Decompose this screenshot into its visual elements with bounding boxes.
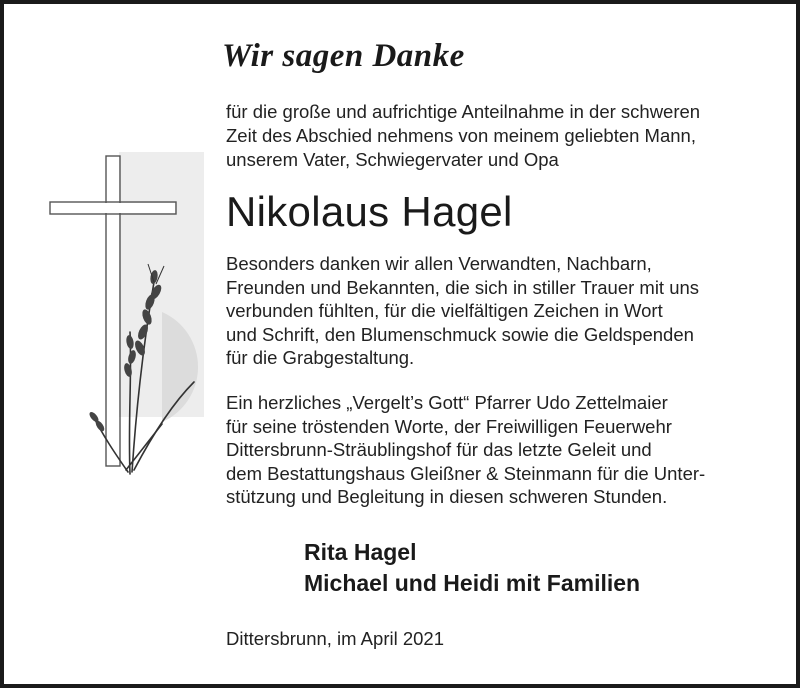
intro-line: Zeit des Abschied nehmens von meinem geliebten Mann, <box>226 125 696 146</box>
thanks-paragraph-2 <box>226 391 705 509</box>
intro-line: für die große und aufrichtige Anteilnahme in der schweren <box>226 101 701 122</box>
place-date: Dittersbrunn, im April 2021 <box>226 628 444 649</box>
signers <box>304 537 640 599</box>
heading: Wir sagen Danke <box>222 38 465 74</box>
paragraph-line: Freunden und Bekannten, die sich in stiller Trauer mit uns <box>226 276 700 298</box>
signer-name: Rita Hagel <box>304 539 417 565</box>
intro-line: unserem Vater, Schwiegervater und Opa <box>226 149 559 170</box>
paragraph-line: Besonders danken wir allen Verwandten, Nachbarn, <box>226 253 652 274</box>
paragraph-line: stützung und Begleitung in diesen schweren Stunden. <box>226 486 668 507</box>
paragraph-line: und Schrift, den Blumenschmuck sowie die Geldspenden <box>226 323 694 345</box>
paragraph-line: für seine tröstenden Worte, der Freiwilligen Feuerwehr <box>226 415 672 437</box>
signer-name: Michael und Heidi mit Familien <box>304 570 641 596</box>
paragraph-line: Dittersbrunn-Sträublingshof für das letzte Geleit und <box>226 439 652 460</box>
intro-text <box>226 100 786 172</box>
paragraph-line: für die Grabgestaltung. <box>226 347 415 368</box>
paragraph-line: Ein herzliches „Vergelt’s Gott“ Pfarrer Udo Zettelmaier <box>226 392 668 413</box>
paragraph-line: dem Bestattungshaus Gleißner & Steinmann für die Unter- <box>226 462 706 484</box>
thanks-paragraph-1 <box>226 252 699 370</box>
paragraph-line: verbunden fühlten, für die vielfältigen Zeichen in Wort <box>226 300 663 321</box>
cross-with-wheat-icon <box>44 152 214 482</box>
deceased-name: Nikolaus Hagel <box>226 188 513 235</box>
